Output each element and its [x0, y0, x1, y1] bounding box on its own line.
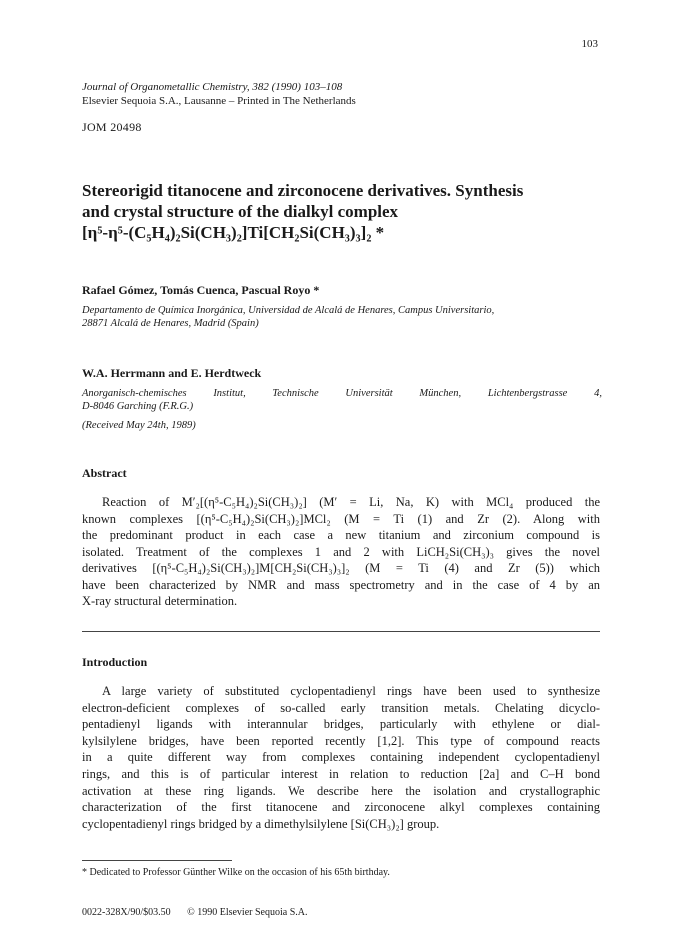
intro-line: kylsilylene bridges, have been reported recently [1,2]. This type of compound reacts	[82, 733, 600, 748]
footnote-divider	[82, 860, 232, 861]
abstract-line: derivatives [(η⁵-C₅H₄)₂Si(CH₃)₂]M[CH₂Si(CH₃)₃]₂ (M = Ti (4) and Zr (5)) which	[82, 561, 600, 575]
abstract-body	[82, 494, 600, 610]
affiliation-2-word: München,	[419, 388, 462, 399]
introduction-body	[82, 683, 600, 832]
title-line-1: Stereorigid titanocene and zirconocene derivatives. Synthesis	[82, 181, 524, 200]
abstract-line: Reaction of M′₂[(η⁵-C₅H₄)₂Si(CH₃)₂] (M′ = Li, Na, K) with MCl₄ produced the	[102, 495, 600, 509]
abstract-line: the predominant product in each case a new titanium and zirconium compound is	[82, 528, 600, 542]
abstract-line: isolated. Treatment of the complexes 1 and 2 with LiCH₂Si(CH₃)₃ gives the novel	[82, 544, 600, 559]
abstract-line: X-ray structural determination.	[82, 594, 238, 608]
intro-line: pentadienyl ligands with interannular bridges, particularly with ethylene or dial-	[82, 717, 600, 732]
intro-line: characterization of the first titanocene and zirconocene alkyl complexes containing	[82, 800, 600, 815]
journal-citation-line: Journal of Organometallic Chemistry, 382 (1990) 103–108	[82, 81, 343, 93]
intro-line: activation at these ring ligands. We describe here the isolation and crystallographic	[82, 783, 600, 798]
intro-line: rings, and this is of particular interest in relation to reduction [2a] and C–H bond	[82, 766, 600, 781]
issn-code: 0022-328X/90/$03.50	[82, 907, 171, 918]
affiliation-1	[82, 304, 602, 330]
page-number: 103	[581, 38, 598, 50]
intro-line: in a quite different way from complexes containing independent cyclopentadienyl	[82, 750, 600, 765]
section-divider	[82, 631, 600, 632]
received-date: (Received May 24th, 1989)	[82, 420, 196, 431]
title-line-2: and crystal structure of the dialkyl complex	[82, 202, 399, 221]
affiliation-1-line-1: Departamento de Química Inorgánica, Universidad de Alcalá de Henares, Campus Universitario,	[82, 305, 495, 316]
authors-group-1: Rafael Gómez, Tomás Cuenca, Pascual Royo *	[82, 283, 320, 297]
footnote: * Dedicated to Professor Günther Wilke on the occasion of his 65th birthday.	[82, 867, 390, 878]
copyright-notice: © 1990 Elsevier Sequoia S.A.	[187, 907, 308, 918]
journal-citation	[82, 80, 356, 108]
affiliation-2-word: Anorganisch-chemisches	[82, 388, 187, 399]
jom-code: JOM 20498	[82, 120, 142, 134]
publisher-line: Elsevier Sequoia S.A., Lausanne – Printed in The Netherlands	[82, 95, 356, 107]
affiliation-1-line-2: 28871 Alcalá de Henares, Madrid (Spain)	[82, 318, 259, 329]
affiliation-2-word: Technische	[272, 388, 319, 399]
abstract-line: known complexes [(η⁵-C₅H₄)₂Si(CH₃)₂]MCl₂ (M = Ti (1) and Zr (2). Along with	[82, 511, 600, 526]
intro-line: A large variety of substituted cyclopentadienyl rings have been used to synthesize	[102, 684, 600, 698]
abstract-heading: Abstract	[82, 466, 127, 480]
affiliation-2-word: 4,	[594, 388, 602, 399]
article-title	[82, 180, 602, 243]
affiliation-2	[82, 387, 602, 413]
affiliation-2-word: Lichtenbergstrasse	[487, 388, 568, 399]
page-footer	[82, 907, 307, 918]
affiliation-2-line-2: D-8046 Garching (F.R.G.)	[82, 401, 194, 412]
title-line-3: [η⁵-η⁵-(C₅H₄)₂Si(CH₃)₂]Ti[CH₂Si(CH₃)₃]₂ *	[82, 223, 385, 242]
intro-line: electron-deficient complexes of so-called early transition metals. Chelating dicyclo-	[82, 700, 600, 715]
introduction-heading: Introduction	[82, 655, 148, 669]
affiliation-2-line-1	[82, 387, 602, 400]
affiliation-2-word: Institut,	[213, 388, 246, 399]
affiliation-2-word: Universität	[345, 388, 393, 399]
abstract-line: have been characterized by NMR and mass spectrometry and in the case of 4 by an	[82, 577, 600, 592]
authors-group-2: W.A. Herrmann and E. Herdtweck	[82, 366, 262, 380]
intro-line: cyclopentadienyl rings bridged by a dimethylsilylene [Si(CH₃)₂] group.	[82, 816, 440, 831]
